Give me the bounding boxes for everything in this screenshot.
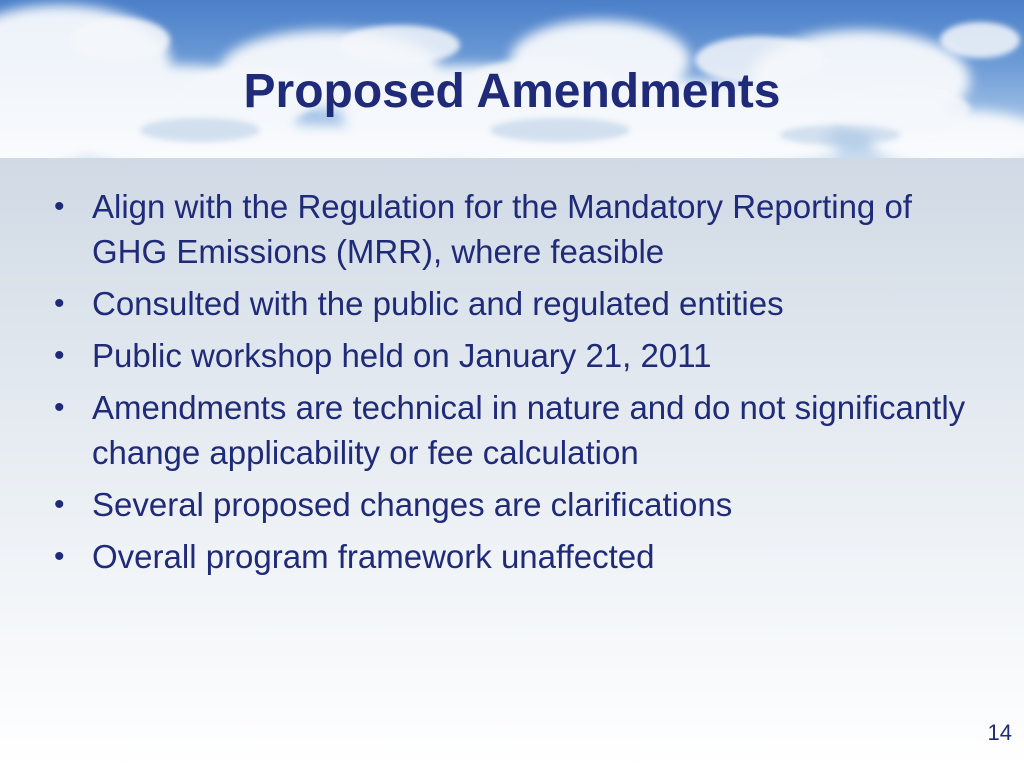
bullet-text: Align with the Regulation for the Mandatory Reporting of GHG Emissions (MRR), where feasible (92, 188, 912, 270)
bullet-text: Several proposed changes are clarifications (92, 486, 733, 523)
bullet-item (52, 184, 992, 274)
bullet-marker: • (54, 488, 65, 521)
bullet-item (52, 534, 992, 579)
slide-number: 14 (987, 720, 1012, 745)
bullet-text: Consulted with the public and regulated entities (92, 285, 784, 322)
slide-title: Proposed Amendments (243, 65, 781, 118)
bullet-text: Amendments are technical in nature and do not significantly change applicability or fee calculation (92, 389, 966, 471)
bullet-item (52, 333, 992, 378)
bullet-marker: • (54, 339, 65, 372)
bullet-item (52, 482, 992, 527)
bullet-item (52, 281, 992, 326)
bullet-marker: • (54, 287, 65, 320)
bullet-marker: • (54, 190, 65, 223)
bullet-text: Overall program framework unaffected (92, 538, 655, 575)
bullet-list (52, 184, 992, 586)
bullet-marker: • (54, 540, 65, 573)
bullet-marker: • (54, 391, 65, 424)
bullet-item (52, 385, 992, 475)
bullet-text: Public workshop held on January 21, 2011 (92, 337, 712, 374)
sky-cloud-banner (0, 0, 1024, 158)
